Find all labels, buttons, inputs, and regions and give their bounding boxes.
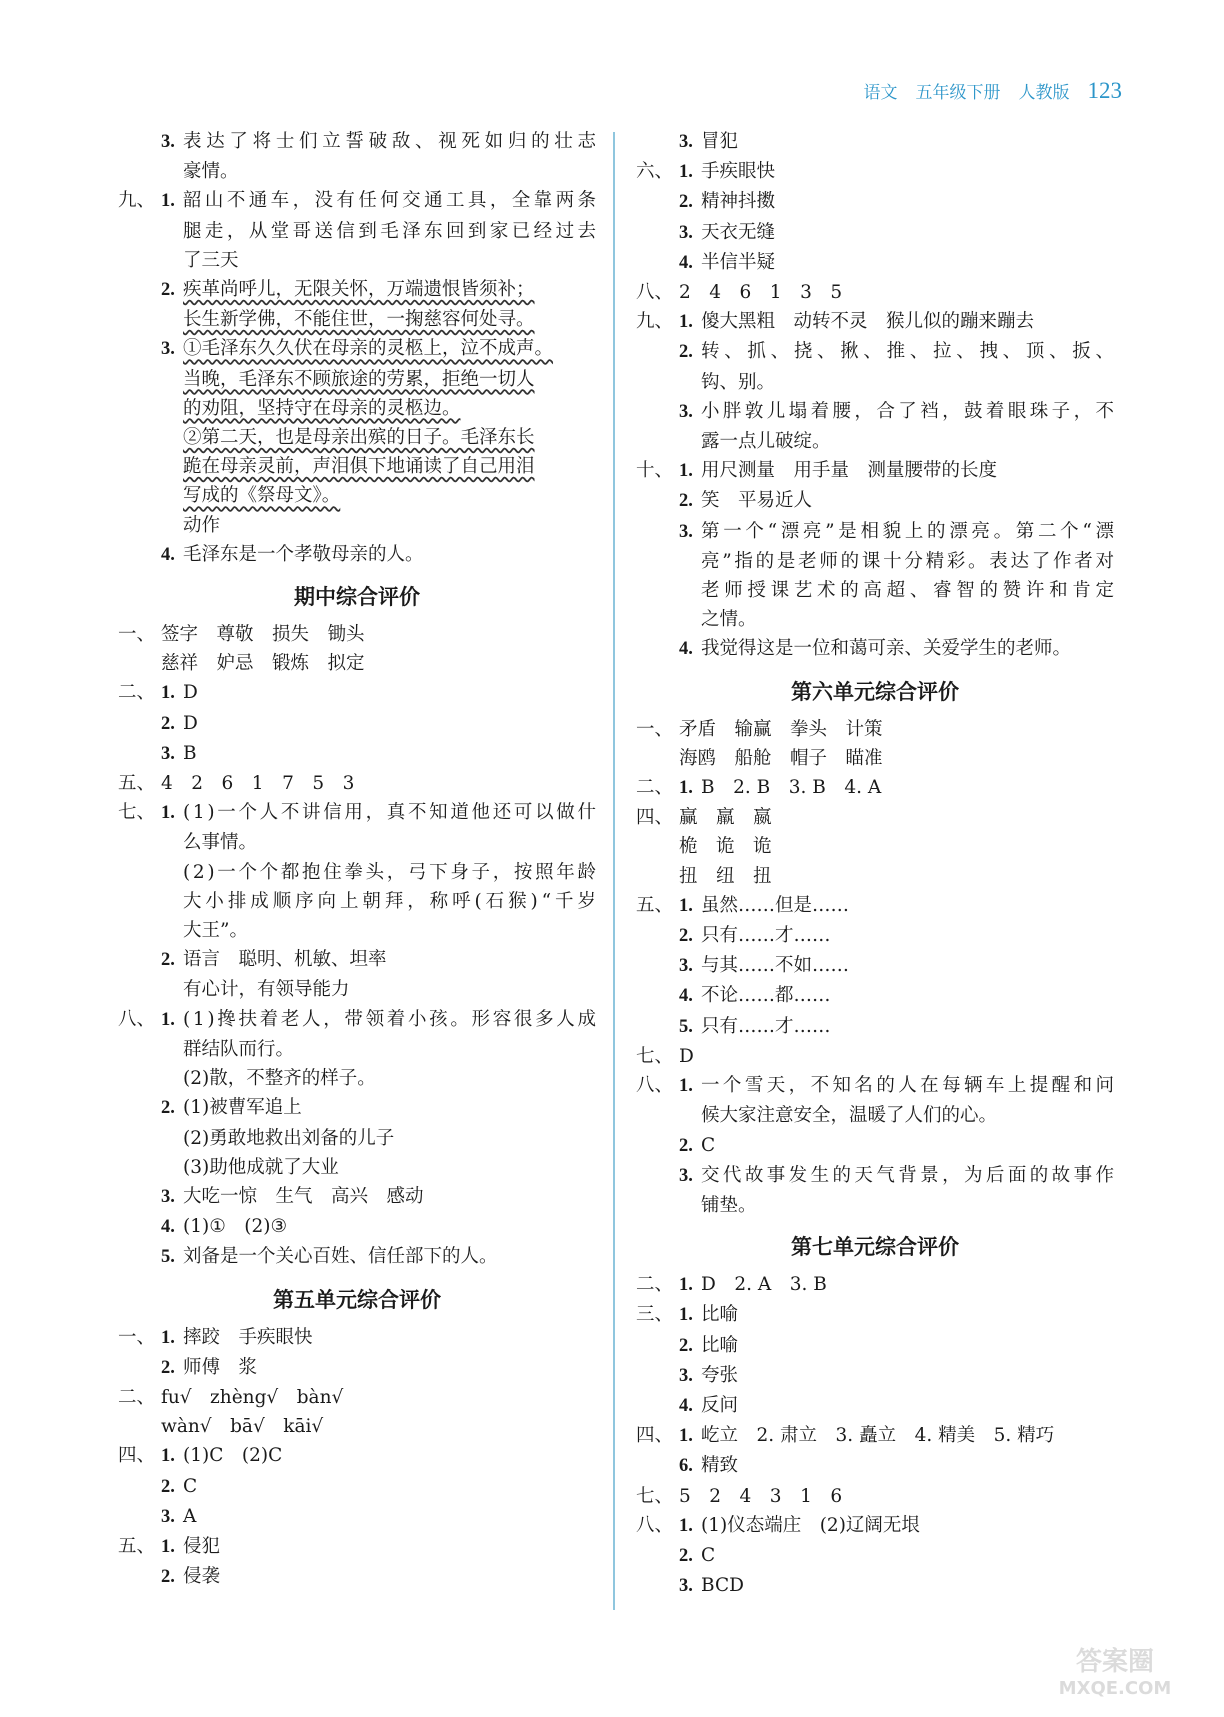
item-number: 3. xyxy=(679,956,693,977)
answer-text: 天衣无缝 xyxy=(701,221,776,243)
item-number: 1. xyxy=(679,1515,693,1536)
answer-line xyxy=(636,157,1114,187)
section-number: 五、 xyxy=(118,1535,156,1557)
answer-line xyxy=(118,649,596,678)
answer-line xyxy=(118,275,596,305)
answer-text: BCD xyxy=(701,1575,744,1597)
answer-text: 赢 羸 嬴 xyxy=(679,807,772,829)
answer-text: 韶山不通车，没有任何交通工具，全靠两条 xyxy=(183,190,600,212)
answer-text: (1)C (2)C xyxy=(183,1445,283,1467)
answer-text: 毛泽东是一个孝敬母亲的人。 xyxy=(183,543,424,565)
answer-line xyxy=(118,739,596,769)
answer-text: 豪情。 xyxy=(183,161,239,183)
item-number: 3. xyxy=(161,132,175,152)
answer-text: 手疾眼快 xyxy=(701,161,776,183)
item-number: 4. xyxy=(679,639,693,660)
answer-line xyxy=(636,368,1114,397)
answer-text: C xyxy=(701,1134,716,1156)
answer-line xyxy=(118,217,600,246)
section-number: 二、 xyxy=(118,1386,156,1408)
item-number: 1. xyxy=(161,1327,175,1348)
item-number: 2. xyxy=(161,713,175,734)
answer-text: 比喻 xyxy=(701,1334,739,1356)
answer-text: (1)被曹军追上 xyxy=(183,1097,302,1119)
item-number: 3. xyxy=(679,521,693,542)
item-number: 1. xyxy=(161,683,175,704)
answer-line xyxy=(118,127,601,157)
answer-line xyxy=(118,1153,596,1182)
answer-line xyxy=(118,1323,596,1353)
answer-text: 的劝阻，坚持守在母亲的灵柩边。 xyxy=(183,397,461,419)
answer-line xyxy=(118,452,596,481)
answer-text: 铺垫。 xyxy=(701,1194,757,1216)
answer-line xyxy=(636,744,1114,773)
answer-line xyxy=(636,862,1114,891)
item-number: 2. xyxy=(161,950,175,971)
answer-text: (1)一个人不讲信用，真不知道他还可以做什 xyxy=(183,802,599,824)
answer-text: (1)搀扶着老人，带领着小孩。形容很多人成 xyxy=(183,1008,599,1030)
section-number: 七、 xyxy=(636,1045,674,1067)
right-column xyxy=(636,127,1119,1601)
item-number: 3. xyxy=(161,339,175,360)
item-number: 2. xyxy=(161,1098,175,1119)
section-heading: 第七单元综合评价 xyxy=(791,1235,959,1260)
item-number: 2. xyxy=(161,1476,175,1497)
answer-line xyxy=(118,975,596,1004)
answer-line xyxy=(118,1532,596,1562)
answer-line xyxy=(636,1451,1114,1481)
answer-line xyxy=(118,916,596,945)
section-number: 三、 xyxy=(636,1304,674,1326)
answer-text: (3)助他成就了大业 xyxy=(183,1156,339,1178)
answer-line xyxy=(636,803,1114,832)
answer-text: 只有……才…… xyxy=(701,925,831,947)
answer-text: 桅 诡 诡 xyxy=(679,836,772,858)
item-number: 4. xyxy=(161,544,175,565)
answer-text: 当晚，毛泽东不顾旅途的劳累，拒绝一切人 xyxy=(183,368,535,390)
answer-line xyxy=(118,1212,596,1242)
section-heading: 期中综合评价 xyxy=(294,585,420,610)
section-number: 五、 xyxy=(118,773,156,795)
answer-line xyxy=(636,517,1118,547)
item-number: 4. xyxy=(161,1217,175,1238)
item-number: 1. xyxy=(679,778,693,799)
answer-text: 师傅 浆 xyxy=(183,1356,258,1378)
section-number: 二、 xyxy=(636,777,674,799)
answer-line xyxy=(118,678,596,708)
section-number: 二、 xyxy=(636,1274,674,1296)
answer-line xyxy=(118,798,599,828)
page-header xyxy=(864,78,1123,104)
answer-line xyxy=(636,605,1114,634)
section-number: 四、 xyxy=(118,1445,156,1467)
answer-line xyxy=(636,576,1119,605)
item-number: 3. xyxy=(679,222,693,243)
section-number: 八、 xyxy=(636,1514,674,1536)
item-number: 1. xyxy=(161,803,175,824)
answer-text: 有心计，有领导能力 xyxy=(183,979,350,1001)
item-number: 3. xyxy=(161,1506,175,1527)
answer-text: 小胖敦儿塌着腰，合了裆，鼓着眼珠子，不 xyxy=(701,400,1118,422)
answer-text: 大吃一惊 生气 高兴 感动 xyxy=(183,1185,424,1207)
answer-line xyxy=(118,620,596,649)
answer-line xyxy=(636,1101,1114,1130)
answer-line xyxy=(636,248,1114,278)
section-heading: 第五单元综合评价 xyxy=(273,1287,441,1312)
section-number: 一、 xyxy=(118,1326,156,1348)
answer-text: 虽然……但是…… xyxy=(701,894,850,916)
answer-line xyxy=(636,486,1114,516)
answer-line xyxy=(118,1124,596,1153)
answer-line xyxy=(118,1093,596,1123)
answer-line xyxy=(636,1541,1114,1571)
item-number: 1. xyxy=(161,191,175,212)
answer-line xyxy=(118,1005,599,1035)
answer-text: 我觉得这是一位和蔼可亲、关爱学生的老师。 xyxy=(701,638,1072,660)
answer-text: 腿走，从堂哥送信到毛泽东回到家已经过去 xyxy=(183,220,600,242)
item-number: 4. xyxy=(679,252,693,273)
section-number: 八、 xyxy=(636,282,674,304)
item-number: 2. xyxy=(679,491,693,512)
item-number: 1. xyxy=(161,1536,175,1557)
answer-line xyxy=(118,1353,596,1383)
section-number: 一、 xyxy=(636,718,674,740)
answer-line xyxy=(636,456,1114,486)
answer-line xyxy=(636,1131,1114,1161)
answer-line xyxy=(636,1482,1114,1511)
section-heading: 第六单元综合评价 xyxy=(791,679,959,704)
item-number: 1. xyxy=(679,312,693,333)
answer-line xyxy=(636,1571,1114,1601)
answer-text: 屹立 2. 肃立 3. 矗立 4. 精美 5. 精巧 xyxy=(701,1425,1055,1447)
answer-text: 与其……不如…… xyxy=(701,955,850,977)
item-number: 3. xyxy=(679,1165,693,1186)
answer-text: 签字 尊敬 损失 锄头 xyxy=(161,624,365,646)
answer-line xyxy=(118,1035,596,1064)
answer-line xyxy=(636,1511,1114,1541)
answer-text: 写成的《祭母文》。 xyxy=(183,485,341,507)
answer-line xyxy=(636,187,1114,217)
answer-text: (2)散，不整齐的样子。 xyxy=(183,1068,376,1090)
answer-line xyxy=(118,769,596,798)
answer-line xyxy=(118,1502,596,1532)
answer-line xyxy=(636,634,1114,664)
section-number: 七、 xyxy=(118,802,156,824)
answer-text: 第一个“漂亮”是相貌上的漂亮。第二个“漂 xyxy=(701,520,1118,542)
answer-text: ①毛泽东久久伏在母亲的灵柩上，泣不成声。 xyxy=(183,338,554,360)
item-number: 1. xyxy=(679,1305,693,1326)
answer-text: B 2. B 3. B 4. A xyxy=(701,777,882,799)
answer-text: 矛盾 输赢 拳头 计策 xyxy=(679,718,883,740)
answer-text: 半信半疑 xyxy=(701,251,776,273)
answer-text: 一个雪天，不知名的人在每辆车上提醒和问 xyxy=(701,1075,1118,1097)
item-number: 3. xyxy=(679,1365,693,1386)
answer-text: 动作 xyxy=(183,514,221,536)
answer-text: 5 2 4 3 1 6 xyxy=(679,1485,843,1507)
answer-text: 亮”指的是老师的课十分精彩。表达了作者对 xyxy=(701,550,1117,572)
answer-text: (1)仪态端庄 (2)辽阔无垠 xyxy=(701,1514,920,1536)
answer-line xyxy=(118,1383,596,1412)
item-number: 6. xyxy=(679,1456,693,1477)
item-number: 1. xyxy=(679,895,693,916)
answer-line xyxy=(636,1270,1114,1300)
answer-text: 扭 纽 扭 xyxy=(679,865,772,887)
section-number: 九、 xyxy=(636,311,674,333)
answer-text: 只有……才…… xyxy=(701,1015,831,1037)
answer-text: 跪在母亲灵前，声泪俱下地诵读了自己用泪 xyxy=(183,456,535,478)
answer-text: B xyxy=(183,742,197,764)
item-number: 3. xyxy=(679,1576,693,1597)
answer-line xyxy=(636,1421,1114,1451)
svg-text:答案圈: 答案圈 xyxy=(1075,1647,1155,1677)
answer-line xyxy=(636,1191,1114,1220)
svg-text:MXQE.COM: MXQE.COM xyxy=(1058,1678,1172,1699)
answer-text: C xyxy=(701,1544,716,1566)
answer-text: D xyxy=(183,682,198,704)
item-number: 3. xyxy=(161,1186,175,1207)
answer-line xyxy=(118,1064,596,1093)
item-number: 1. xyxy=(679,461,693,482)
answer-line xyxy=(636,1071,1118,1101)
item-number: 1. xyxy=(679,1275,693,1296)
answer-line xyxy=(118,1562,596,1592)
item-number: 2. xyxy=(679,926,693,947)
answer-line xyxy=(636,773,1114,803)
answer-line xyxy=(636,832,1114,861)
answer-text: 冒犯 xyxy=(701,131,739,152)
answer-line xyxy=(118,246,596,275)
answer-text: 精致 xyxy=(701,1455,739,1477)
section-number: 八、 xyxy=(118,1008,156,1030)
answer-text: (1)① (2)③ xyxy=(183,1216,288,1238)
answer-line xyxy=(636,278,1114,307)
item-number: 3. xyxy=(679,401,693,422)
answer-text: 表达了将士们立誓破敌、视死如归的壮志 xyxy=(183,131,601,152)
item-number: 2. xyxy=(679,192,693,213)
answer-line xyxy=(636,397,1118,427)
answer-text: 反问 xyxy=(701,1394,739,1416)
answer-text: D xyxy=(679,1045,694,1067)
answer-line xyxy=(636,427,1114,456)
answer-text: (2)一个个都抱住拳头，弓下身子，按照年龄 xyxy=(183,861,599,883)
item-number: 3. xyxy=(161,743,175,764)
item-number: 2. xyxy=(679,342,693,363)
answer-text: 老师授课艺术的高超、睿智的赞许和肯定 xyxy=(701,580,1119,602)
left-column xyxy=(118,127,601,1592)
answer-text: 钩、别。 xyxy=(701,371,776,393)
answer-line xyxy=(636,218,1114,248)
item-number: 2. xyxy=(161,280,175,301)
answer-line xyxy=(118,858,599,887)
item-number: 1. xyxy=(679,162,693,183)
answer-line xyxy=(636,951,1114,981)
header-grade: 五年级下册 xyxy=(915,83,1001,103)
answer-line xyxy=(118,511,596,540)
answer-text: 4 2 6 1 7 5 3 xyxy=(161,773,355,795)
answer-line xyxy=(118,1182,596,1212)
item-number: 1. xyxy=(679,1426,693,1447)
section-number: 四、 xyxy=(636,1425,674,1447)
item-number: 2. xyxy=(679,1545,693,1566)
item-number: 4. xyxy=(679,1395,693,1416)
section-number: 二、 xyxy=(118,682,156,704)
answer-text: 笑 平易近人 xyxy=(701,490,813,512)
answer-text: 刘备是一个关心百姓、信任部下的人。 xyxy=(183,1246,498,1268)
answer-line xyxy=(636,1300,1114,1330)
answer-text: 露一点儿破绽。 xyxy=(701,431,831,453)
answer-text: wàn√ bā√ kāi√ xyxy=(161,1416,324,1438)
column-divider xyxy=(613,132,615,1610)
item-number: 4. xyxy=(679,986,693,1007)
answer-text: 侵犯 xyxy=(183,1535,221,1557)
answer-text: 长生新学佛，不能住世，一掬慈容何处寻。 xyxy=(183,309,535,331)
answer-line xyxy=(118,334,596,364)
section-number: 七、 xyxy=(636,1485,674,1507)
answer-text: A xyxy=(183,1505,197,1527)
answer-text: 侵袭 xyxy=(183,1566,221,1588)
answer-text: 之情。 xyxy=(701,609,757,631)
answer-line xyxy=(118,481,596,510)
item-number: 1. xyxy=(161,1009,175,1030)
answer-text: 傻大黑粗 动转不灵 猴儿似的蹦来蹦去 xyxy=(701,311,1035,333)
section-number: 六、 xyxy=(636,161,674,183)
answer-text: 候大家注意安全，温暖了人们的心。 xyxy=(701,1105,998,1127)
answer-line xyxy=(118,305,596,334)
item-number: 2. xyxy=(161,1357,175,1378)
answer-line xyxy=(636,1391,1114,1421)
answer-text: 交代故事发生的天气背景，为后面的故事作 xyxy=(701,1164,1118,1186)
answer-text: D 2. A 3. B xyxy=(701,1274,827,1296)
section-number: 四、 xyxy=(636,807,674,829)
answer-line xyxy=(118,945,596,975)
answer-line xyxy=(118,186,600,216)
answer-line xyxy=(118,365,596,394)
answer-line xyxy=(118,394,596,423)
section-number: 九、 xyxy=(118,190,156,212)
item-number: 2. xyxy=(679,1135,693,1156)
answer-line xyxy=(118,828,596,857)
answer-line xyxy=(636,1361,1114,1391)
answer-line xyxy=(118,423,596,452)
item-number: 1. xyxy=(679,1076,693,1097)
section-number: 一、 xyxy=(118,624,156,646)
answer-text: 疾革尚呼儿，无限关怀，万端遗恨皆须补； xyxy=(183,279,535,301)
header-subject: 语文 xyxy=(863,83,898,103)
answer-text: 用尺测量 用手量 测量腰带的长度 xyxy=(701,460,998,482)
answer-text: 么事情。 xyxy=(183,832,258,854)
answer-text: 了三天 xyxy=(183,249,239,271)
answer-line xyxy=(636,1161,1118,1191)
answer-line xyxy=(636,307,1114,337)
section-number: 八、 xyxy=(636,1075,674,1097)
item-number: 1. xyxy=(161,1446,175,1467)
answer-line xyxy=(636,337,1119,367)
answer-text: 大王”。 xyxy=(183,920,248,942)
header-edition: 人教版 xyxy=(1018,83,1070,103)
answer-text: 比喻 xyxy=(701,1304,739,1326)
section-number: 十、 xyxy=(636,460,674,482)
answer-line xyxy=(118,1441,596,1471)
item-number: 5. xyxy=(679,1016,693,1037)
answer-line xyxy=(118,709,596,739)
answer-text: 不论……都…… xyxy=(701,985,831,1007)
answer-line xyxy=(636,981,1114,1011)
answer-text: 摔跤 手疾眼快 xyxy=(183,1326,313,1348)
answer-line xyxy=(636,921,1114,951)
answer-line xyxy=(636,715,1114,744)
answer-line xyxy=(118,1412,596,1441)
answer-line xyxy=(118,157,596,186)
answer-text: 语言 聪明、机敏、坦率 xyxy=(183,949,387,971)
answer-line xyxy=(636,891,1114,921)
answer-line xyxy=(636,1042,1114,1071)
item-number: 3. xyxy=(679,132,693,152)
answer-line xyxy=(636,127,1114,157)
answer-text: 大小排成顺序向上朝拜，称呼(石猴)“千岁 xyxy=(183,890,600,912)
answer-text: C xyxy=(183,1475,198,1497)
answer-line xyxy=(636,1331,1114,1361)
answer-text: 2 4 6 1 3 5 xyxy=(679,282,843,304)
answer-line xyxy=(636,547,1117,576)
section-number: 五、 xyxy=(636,894,674,916)
answer-text: ②第二天，也是母亲出殡的日子。毛泽东长 xyxy=(183,427,535,449)
answer-text: 海鸥 船舱 帽子 瞄准 xyxy=(679,747,883,769)
item-number: 5. xyxy=(161,1247,175,1268)
answer-line xyxy=(118,887,600,916)
answer-text: 精神抖擞 xyxy=(701,191,776,213)
item-number: 2. xyxy=(679,1335,693,1356)
answer-text: (2)勇敢地救出刘备的儿子 xyxy=(183,1127,395,1149)
answer-line xyxy=(118,540,596,570)
answer-text: 夸张 xyxy=(701,1364,739,1386)
page-number: 123 xyxy=(1087,78,1122,103)
answer-line xyxy=(118,1472,596,1502)
answer-text: 转、抓、挠、揪、推、拉、拽、顶、扳、 xyxy=(701,341,1119,363)
answer-text: 慈祥 妒忌 锻炼 拟定 xyxy=(161,653,365,675)
answer-line xyxy=(118,1242,596,1272)
item-number: 2. xyxy=(161,1567,175,1588)
answer-text: 群结队而行。 xyxy=(183,1038,295,1060)
answer-line xyxy=(636,1012,1114,1042)
answer-text: fu√ zhèng√ bàn√ xyxy=(161,1386,344,1408)
answer-text: D xyxy=(183,712,198,734)
watermark-logo xyxy=(1040,1640,1190,1700)
